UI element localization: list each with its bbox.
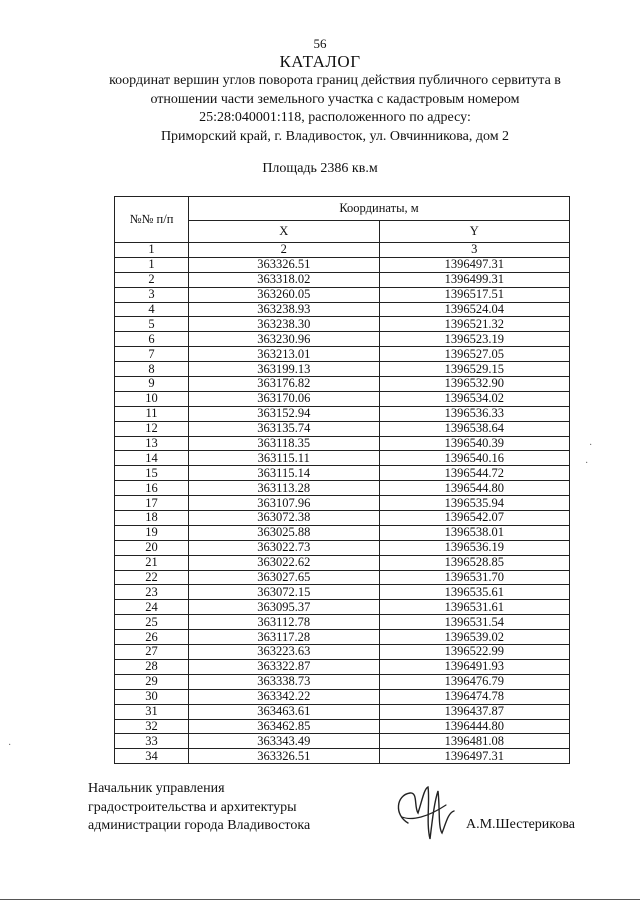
scan-mark: ·	[8, 740, 12, 751]
table-row	[115, 287, 570, 302]
x-coordinate-cell: 363338.73	[189, 674, 380, 689]
x-coordinate-cell: 363318.02	[189, 272, 380, 287]
x-coordinate-cell: 363238.30	[189, 317, 380, 332]
table-row	[115, 302, 570, 317]
x-coordinate-cell: 363322.87	[189, 659, 380, 674]
table-row	[115, 704, 570, 719]
point-number-cell: 5	[115, 317, 189, 332]
x-coordinate-cell: 363072.38	[189, 511, 380, 526]
point-number-cell: 12	[115, 421, 189, 436]
coordinates-table	[114, 196, 570, 764]
table-row	[115, 600, 570, 615]
x-coordinate-cell: 363170.06	[189, 391, 380, 406]
point-number-cell: 15	[115, 466, 189, 481]
x-coordinate-cell: 363463.61	[189, 704, 380, 719]
point-number-cell: 8	[115, 362, 189, 377]
x-coordinate-cell: 363152.94	[189, 406, 380, 421]
point-number-cell: 19	[115, 525, 189, 540]
y-coordinate-cell: 1396522.99	[379, 645, 570, 660]
coordinates-table-body	[115, 257, 570, 763]
x-coordinate-cell: 363326.51	[189, 257, 380, 272]
y-coordinate-cell: 1396540.16	[379, 451, 570, 466]
column-index: 3	[379, 243, 570, 258]
y-coordinate-cell: 1396531.70	[379, 570, 570, 585]
column-index: 2	[189, 243, 380, 258]
subtitle-line: Приморский край, г. Владивосток, ул. Овчинникова, дом 2	[160, 128, 510, 144]
table-row	[115, 421, 570, 436]
x-coordinate-cell: 363022.73	[189, 540, 380, 555]
y-coordinate-cell: 1396529.15	[379, 362, 570, 377]
table-row	[115, 585, 570, 600]
point-number-cell: 21	[115, 555, 189, 570]
table-row	[115, 406, 570, 421]
point-number-cell: 20	[115, 540, 189, 555]
point-number-cell: 33	[115, 734, 189, 749]
x-coordinate-cell: 363213.01	[189, 347, 380, 362]
point-number-cell: 4	[115, 302, 189, 317]
header-coordinates: Координаты, м	[189, 197, 570, 221]
table-row	[115, 540, 570, 555]
x-coordinate-cell: 363118.35	[189, 436, 380, 451]
y-coordinate-cell: 1396527.05	[379, 347, 570, 362]
y-coordinate-cell: 1396544.72	[379, 466, 570, 481]
table-row	[115, 257, 570, 272]
table-row	[115, 391, 570, 406]
y-coordinate-cell: 1396444.80	[379, 719, 570, 734]
y-coordinate-cell: 1396474.78	[379, 689, 570, 704]
table-row	[115, 436, 570, 451]
y-coordinate-cell: 1396531.54	[379, 615, 570, 630]
y-coordinate-cell: 1396524.04	[379, 302, 570, 317]
y-coordinate-cell: 1396535.94	[379, 496, 570, 511]
subtitle-line: отношении части земельного участка с кадастровым номером	[150, 91, 520, 107]
table-row	[115, 749, 570, 764]
y-coordinate-cell: 1396491.93	[379, 659, 570, 674]
y-coordinate-cell: 1396542.07	[379, 511, 570, 526]
y-coordinate-cell: 1396538.01	[379, 525, 570, 540]
y-coordinate-cell: 1396534.02	[379, 391, 570, 406]
table-row	[115, 362, 570, 377]
scan-mark: ·	[585, 458, 589, 469]
point-number-cell: 32	[115, 719, 189, 734]
header-y: Y	[379, 221, 570, 243]
table-row	[115, 570, 570, 585]
handwritten-signature	[388, 783, 458, 845]
x-coordinate-cell: 363072.15	[189, 585, 380, 600]
point-number-cell: 29	[115, 674, 189, 689]
x-coordinate-cell: 363223.63	[189, 645, 380, 660]
y-coordinate-cell: 1396540.39	[379, 436, 570, 451]
signer-position-line: Начальник управления	[88, 781, 225, 796]
document-title: КАТАЛОГ	[279, 52, 361, 71]
point-number-cell: 22	[115, 570, 189, 585]
table-row	[115, 332, 570, 347]
table-row	[115, 674, 570, 689]
x-coordinate-cell: 363343.49	[189, 734, 380, 749]
table-row	[115, 689, 570, 704]
signer-position	[88, 780, 310, 836]
table-row	[115, 645, 570, 660]
y-coordinate-cell: 1396544.80	[379, 481, 570, 496]
point-number-cell: 26	[115, 630, 189, 645]
column-index: 1	[115, 243, 189, 258]
table-row	[115, 496, 570, 511]
x-coordinate-cell: 363260.05	[189, 287, 380, 302]
table-row	[115, 555, 570, 570]
column-index-row	[115, 243, 570, 258]
x-coordinate-cell: 363238.93	[189, 302, 380, 317]
x-coordinate-cell: 363135.74	[189, 421, 380, 436]
point-number-cell: 6	[115, 332, 189, 347]
x-coordinate-cell: 363230.96	[189, 332, 380, 347]
point-number-cell: 1	[115, 257, 189, 272]
subtitle-line: координат вершин углов поворота границ действия публичного сервитута в	[109, 73, 561, 88]
point-number-cell: 17	[115, 496, 189, 511]
x-coordinate-cell: 363112.78	[189, 615, 380, 630]
table-row	[115, 719, 570, 734]
table-row	[115, 659, 570, 674]
y-coordinate-cell: 1396528.85	[379, 555, 570, 570]
point-number-cell: 31	[115, 704, 189, 719]
point-number-cell: 30	[115, 689, 189, 704]
x-coordinate-cell: 363022.62	[189, 555, 380, 570]
table-row	[115, 347, 570, 362]
x-coordinate-cell: 363117.28	[189, 630, 380, 645]
scan-mark: ·	[589, 440, 593, 451]
x-coordinate-cell: 363095.37	[189, 600, 380, 615]
y-coordinate-cell: 1396497.31	[379, 749, 570, 764]
y-coordinate-cell: 1396523.19	[379, 332, 570, 347]
header-point-number: №№ п/п	[115, 197, 189, 243]
y-coordinate-cell: 1396535.61	[379, 585, 570, 600]
table-row	[115, 317, 570, 332]
signer-name: А.М.Шестерикова	[466, 817, 576, 832]
area-label: Площадь 2386 кв.м	[262, 161, 378, 176]
y-coordinate-cell: 1396539.02	[379, 630, 570, 645]
y-coordinate-cell: 1396437.87	[379, 704, 570, 719]
page-edge-line	[0, 899, 640, 900]
point-number-cell: 24	[115, 600, 189, 615]
point-number-cell: 14	[115, 451, 189, 466]
table-row	[115, 630, 570, 645]
y-coordinate-cell: 1396481.08	[379, 734, 570, 749]
point-number-cell: 27	[115, 645, 189, 660]
table-row	[115, 481, 570, 496]
table-row	[115, 525, 570, 540]
y-coordinate-cell: 1396531.61	[379, 600, 570, 615]
x-coordinate-cell: 363342.22	[189, 689, 380, 704]
x-coordinate-cell: 363115.11	[189, 451, 380, 466]
subtitle-line: 25:28:040001:118, расположенного по адресу:	[199, 110, 471, 125]
point-number-cell: 13	[115, 436, 189, 451]
point-number-cell: 9	[115, 377, 189, 392]
y-coordinate-cell: 1396517.51	[379, 287, 570, 302]
signer-position-line: градостроительства и архитектуры	[88, 799, 297, 815]
point-number-cell: 7	[115, 347, 189, 362]
y-coordinate-cell: 1396536.33	[379, 406, 570, 421]
header-x: X	[189, 221, 380, 243]
table-row	[115, 377, 570, 392]
table-row	[115, 272, 570, 287]
table-row	[115, 734, 570, 749]
x-coordinate-cell: 363027.65	[189, 570, 380, 585]
point-number-cell: 18	[115, 511, 189, 526]
x-coordinate-cell: 363199.13	[189, 362, 380, 377]
x-coordinate-cell: 363462.85	[189, 719, 380, 734]
signer-position-line: администрации города Владивостока	[88, 818, 311, 833]
y-coordinate-cell: 1396536.19	[379, 540, 570, 555]
x-coordinate-cell: 363326.51	[189, 749, 380, 764]
y-coordinate-cell: 1396521.32	[379, 317, 570, 332]
x-coordinate-cell: 363115.14	[189, 466, 380, 481]
point-number-cell: 28	[115, 659, 189, 674]
table-row	[115, 615, 570, 630]
point-number-cell: 10	[115, 391, 189, 406]
table-row	[115, 466, 570, 481]
page-number: 56	[313, 36, 327, 51]
point-number-cell: 3	[115, 287, 189, 302]
x-coordinate-cell: 363025.88	[189, 525, 380, 540]
y-coordinate-cell: 1396499.31	[379, 272, 570, 287]
point-number-cell: 2	[115, 272, 189, 287]
table-row	[115, 511, 570, 526]
point-number-cell: 16	[115, 481, 189, 496]
x-coordinate-cell: 363176.82	[189, 377, 380, 392]
y-coordinate-cell: 1396476.79	[379, 674, 570, 689]
point-number-cell: 11	[115, 406, 189, 421]
point-number-cell: 34	[115, 749, 189, 764]
y-coordinate-cell: 1396532.90	[379, 377, 570, 392]
x-coordinate-cell: 363113.28	[189, 481, 380, 496]
y-coordinate-cell: 1396497.31	[379, 257, 570, 272]
document-subtitle	[90, 72, 580, 146]
point-number-cell: 23	[115, 585, 189, 600]
table-row	[115, 451, 570, 466]
x-coordinate-cell: 363107.96	[189, 496, 380, 511]
point-number-cell: 25	[115, 615, 189, 630]
y-coordinate-cell: 1396538.64	[379, 421, 570, 436]
